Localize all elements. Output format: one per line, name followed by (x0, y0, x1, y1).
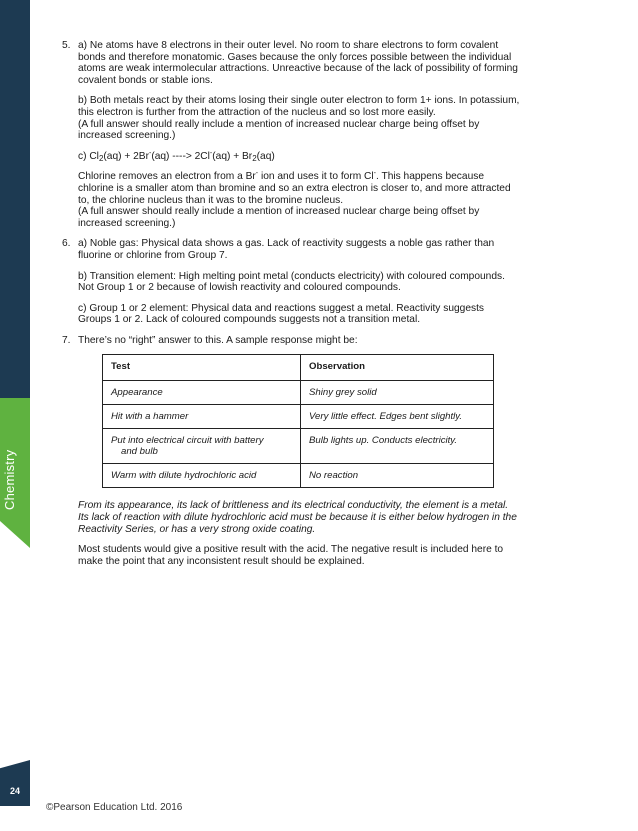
text-line: fluorine or chlorine from Group 7. (78, 249, 228, 261)
table-cell-test (103, 429, 301, 464)
answer-number: 6. (62, 238, 71, 250)
text-line: (A full answer should really include a mention of increased nuclear charge being offset by (78, 206, 480, 218)
eq-superscript: - (148, 149, 152, 157)
text-part: ion and uses it to form Cl (258, 171, 374, 183)
test-observation-table (102, 354, 494, 488)
side-strip-navy (0, 0, 30, 398)
text-line: c) Group 1 or 2 element: Physical data and reactions suggest a metal. Reactivity suggests (78, 302, 485, 314)
superscript: - (373, 170, 376, 178)
eq-part: (aq) + 2Br (103, 150, 149, 162)
table-cell-observation: Shiny grey solid (301, 381, 494, 405)
answer-number: 5. (62, 40, 71, 51)
eq-superscript: - (209, 149, 213, 157)
text-line: Not Group 1 or 2 because of lowish reactivity and coloured compounds. (78, 282, 401, 294)
eq-part: (aq) (256, 150, 275, 162)
text-line: atoms are weak intermolecular attractions. Unreactive because of the lack of possibility of forming (78, 63, 518, 75)
text-line: Reactivity Series, or has a very strong oxide coating. (78, 523, 316, 535)
text-line: Its lack of reaction with dilute hydrochloric acid must be because it is either below hydrogen in the (78, 512, 517, 524)
subject-text: Chemistry (2, 449, 17, 510)
cell-line: Put into electrical circuit with battery (111, 435, 264, 447)
answer-6 (62, 238, 572, 326)
text-line: increased screening.) (78, 130, 176, 142)
answer-5c-explanation (78, 171, 572, 229)
table-header-row (103, 355, 494, 381)
text-line: chlorine is a smaller atom than bromine and so an extra electron is closer to, and more attracted (78, 182, 511, 194)
text-line: From its appearance, its lack of brittleness and its electrical conductivity, the element is a metal. (78, 500, 509, 512)
text-line: Groups 1 or 2. Lack of coloured compounds suggests not a transition metal. (78, 314, 421, 326)
text-line: make the point that any inconsistent result should be explained. (78, 555, 365, 567)
answer-5a (78, 40, 572, 86)
answer-content (62, 40, 572, 576)
table-cell-observation: Very little effect. Edges bent slightly. (301, 405, 494, 429)
eq-subscript: 2 (252, 153, 257, 163)
text-line: increased screening.) (78, 217, 176, 229)
table-row (103, 464, 494, 488)
answer-5c-equation (78, 151, 572, 163)
text-line: a) Noble gas: Physical data shows a gas. Lack of reactivity suggests a noble gas rather than (78, 238, 495, 250)
page-number: 24 (9, 786, 20, 796)
eq-subscript: 2 (98, 153, 104, 163)
text-line: (A full answer should really include a mention of increased nuclear charge being offset by (78, 118, 480, 130)
answer-7-conclusion (78, 500, 572, 535)
answer-7-note (78, 544, 572, 567)
table-cell-test: Appearance (103, 381, 301, 405)
eq-part: c) Cl (78, 150, 99, 162)
copyright: ©Pearson Education Ltd. 2016 (46, 802, 183, 813)
text-line: covalent bonds or stable ions. (78, 74, 213, 86)
table-header-observation: Observation (301, 355, 494, 381)
text-line: this electron is further from the attraction of the nucleus and so lost more easily. (78, 106, 436, 118)
table-cell-observation: No reaction (301, 464, 494, 488)
answer-6c (78, 303, 572, 326)
answer-7-continued (62, 500, 572, 567)
answer-number: 7. (62, 334, 71, 346)
table-cell-test: Hit with a hammer (103, 405, 301, 429)
answer-6b (78, 271, 572, 294)
table-cell-observation: Bulb lights up. Conducts electricity. (301, 429, 494, 464)
eq-part: (aq) + Br (212, 150, 253, 162)
text-line: Most students would give a positive result with the acid. The negative result is included here to (78, 544, 504, 556)
answer-7-intro: There’s no “right” answer to this. A sample response might be: (78, 334, 358, 346)
table-header-test: Test (103, 355, 301, 381)
table-row (103, 405, 494, 429)
text-line: b) Transition element: High melting point metal (conducts electricity) with coloured compounds. (78, 270, 505, 282)
cell-line: and bulb (121, 446, 158, 458)
text-line: b) Both metals react by their atoms losing their single outer electron to form 1+ ions. In potassium, (78, 95, 520, 107)
table-row (103, 429, 494, 464)
text-line (78, 171, 572, 183)
text-line: bonds and therefore monatomic. Gases because the only forces possible between the individual (78, 51, 512, 63)
answer-5b (78, 95, 572, 141)
text-line: to, the chlorine nucleus than it was to the bromine nucleus. (78, 194, 344, 206)
text-line: a) Ne atoms have 8 electrons in their outer level. No room to share electrons to form covalent (78, 40, 499, 51)
eq-part: (aq) ----> 2Cl (151, 150, 210, 162)
superscript: - (255, 170, 259, 178)
table-row (103, 381, 494, 405)
answer-5 (62, 40, 572, 229)
answer-6a (78, 238, 572, 261)
text-part: . This happens because (376, 171, 484, 183)
table-cell-test: Warm with dilute hydrochloric acid (103, 464, 301, 488)
text-part: Chlorine removes an electron from a Br (78, 171, 256, 183)
answer-7 (62, 335, 572, 347)
